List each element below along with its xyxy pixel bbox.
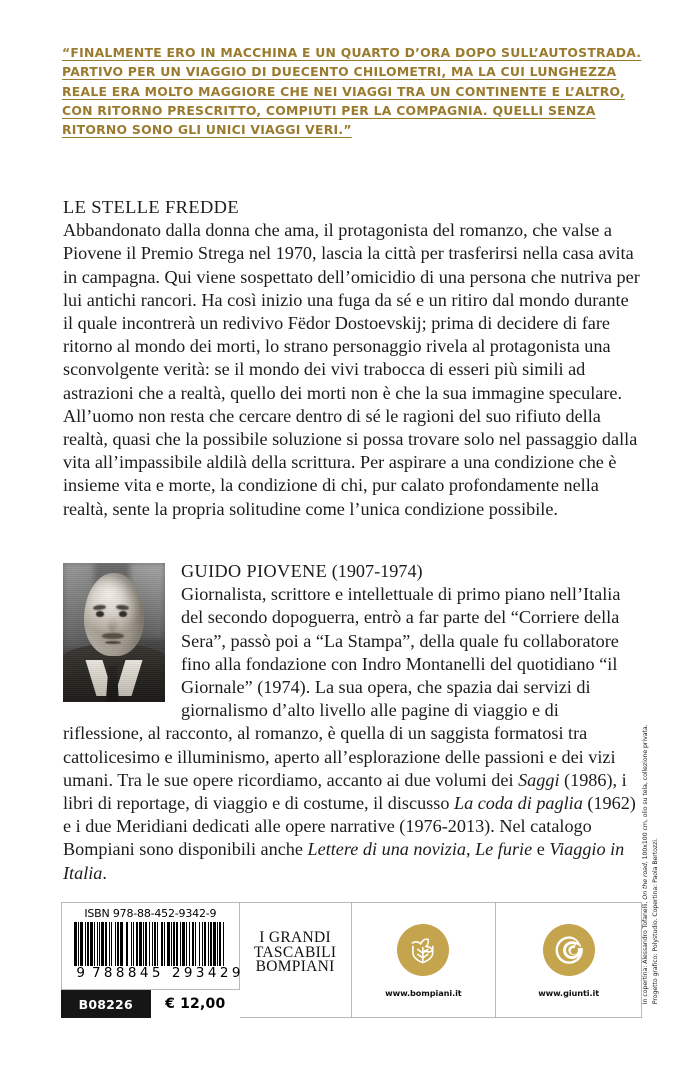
work-title-viaggio-in-italia: Viaggio in Italia	[63, 839, 625, 883]
work-title-saggi: Saggi	[518, 769, 560, 790]
credits-line-1: In copertina: Alessandro Tofanelli, On the road, 100x100 cm, olio su tela, collezione privata.	[641, 724, 649, 1004]
series-line-3: BOMPIANI	[255, 958, 335, 976]
bio-segment-5: e	[532, 839, 550, 860]
internal-code-badge: B08226	[61, 990, 151, 1018]
cover-credits-vertical	[641, 604, 686, 1004]
ean13-barcode	[74, 922, 226, 966]
book-description	[63, 196, 643, 521]
series-line-1: I GRANDI	[259, 929, 331, 947]
isbn-label: ISBN 978-88-452-9342-9	[84, 907, 217, 920]
author-name: GUIDO PIOVENE	[181, 561, 328, 581]
bompiani-website-url[interactable]: www.bompiani.it	[385, 988, 462, 998]
author-portrait-photo	[63, 563, 165, 702]
bio-segment-1: Giornalista, scrittore e intellettuale di primo piano nell’Italia del secondo dopoguerra, entrò a far parte del “Corriere della Sera”, passò poi a “La Stampa”, della quale fu collaboratore fino alla fondazione con Indro Montanelli del quotidiano “il Giornale” (1974). La sua opera, che spazia dai servizi di giornalismo d’alto livello alle pagine di viaggio e di riflessione, al racconto, al romanzo, è quella di un saggista formatosi tra cattolicesimo e illuminismo, aperto all’esplorazione delle passioni e dei vizi umani. Tra le sue opere ricordiamo, accanto ai due volumi dei	[63, 584, 621, 790]
author-life-dates: (1907-1974)	[331, 561, 423, 581]
giunti-website-url[interactable]: www.giunti.it	[538, 988, 600, 998]
barcode-bar	[224, 922, 227, 966]
series-line-2: TASCABILI	[253, 943, 337, 961]
barcode-digits	[74, 965, 244, 981]
cover-quote: “FINALMENTE ERO IN MACCHINA E UN QUARTO D’ORA DOPO SULL’AUTOSTRADA. PARTIVO PER UN VIAGGIO DI DUECENTO CHILOMETRI, MA LA CUI LUNGHEZZA REALE ERA MOLTO MAGGIORE CHE NEI VIAGGI TRA UN CONTINENTE E L’ALTRO, CON RITORNO PRESCRITTO, COMPIUTI PER LA COMPAGNIA. QUELLI SENZA RITORNO SONO GLI UNICI VIAGGI VERI.”	[62, 45, 642, 138]
portrait-moustache	[102, 633, 124, 639]
book-description-text: Abbandonato dalla donna che ama, il protagonista del romanzo, che valse a Piovene il Premio Strega nel 1970, lascia la città per trasferirsi nella casa avita in campagna. Qui viene sospettato dell’omicidio di una persona che nutriva per lui antichi rancori. Ha così inizio una fuga da sé e un ritiro dal mondo durante il quale incontrerà un redivivo Fëdor Dostoevskij; prima di decidere di fare ritorno al mondo dei morti, lo strano personaggio rivela al protagonista una sconvolgente verità: se il mondo dei vivi trabocca di esseri più simili ad astrazioni che a realtà, quello dei morti non è che la sua immagine speculare. All’uomo non resta che cercare dentro di sé le ragioni del suo rifiuto della realtà, quasi che la possibile soluzione si possa trovare solo nel passaggio dalla vita all’impassibile aldilà della scrittura. Per aspirare a una condizione che è insieme vita e morte, la condizione di chi, pur calato profondamente nella realtà, sente la propria solitudine come l’unica condizione possibile.	[63, 220, 640, 519]
portrait-eye-right	[119, 611, 127, 617]
bio-segment-2: (1986), i libri di reportage, di viaggio e di costume, il discusso	[63, 769, 627, 814]
portrait-mouth	[105, 641, 121, 644]
bio-segment-6: .	[102, 862, 107, 883]
series-name	[254, 931, 336, 988]
price-value: € 12,00	[151, 990, 241, 1018]
bompiani-cell[interactable]	[352, 903, 497, 1017]
barcode-cell	[62, 903, 244, 1017]
artwork-title: On the road	[641, 863, 649, 900]
bio-segment-3: (1962) e i due Meridiani dedicati alle opere narrative (1976-2013). Nel catalogo Bompiani sono disponibili anche	[63, 793, 636, 860]
work-title-le-furie: Le furie	[475, 839, 533, 860]
author-bio-block	[63, 560, 643, 885]
barcode-group-2: 293429	[171, 965, 244, 981]
series-cell	[240, 903, 352, 1017]
credits-line-2: Progetto grafico: Polystudio. Copertina: Paola Bertozzi.	[651, 837, 659, 1004]
bio-segment-4: ,	[465, 839, 476, 860]
book-title: LE STELLE FREDDE	[63, 197, 239, 217]
work-title-lettere-di-una-novizia: Lettere di una novizia	[307, 839, 466, 860]
price-row	[61, 989, 240, 1018]
bompiani-shield-logo-icon	[397, 924, 449, 976]
barcode-lead-digit: 9	[76, 965, 86, 981]
giunti-cell[interactable]	[496, 903, 641, 1017]
barcode-group-1: 788845	[91, 965, 164, 981]
giunti-spiral-logo-icon	[543, 924, 595, 976]
portrait-eye-left	[96, 611, 104, 617]
cover-bottom-strip	[61, 902, 642, 1018]
work-title-coda-di-paglia: La coda di paglia	[453, 793, 583, 814]
cover-credits-text	[641, 604, 660, 1004]
